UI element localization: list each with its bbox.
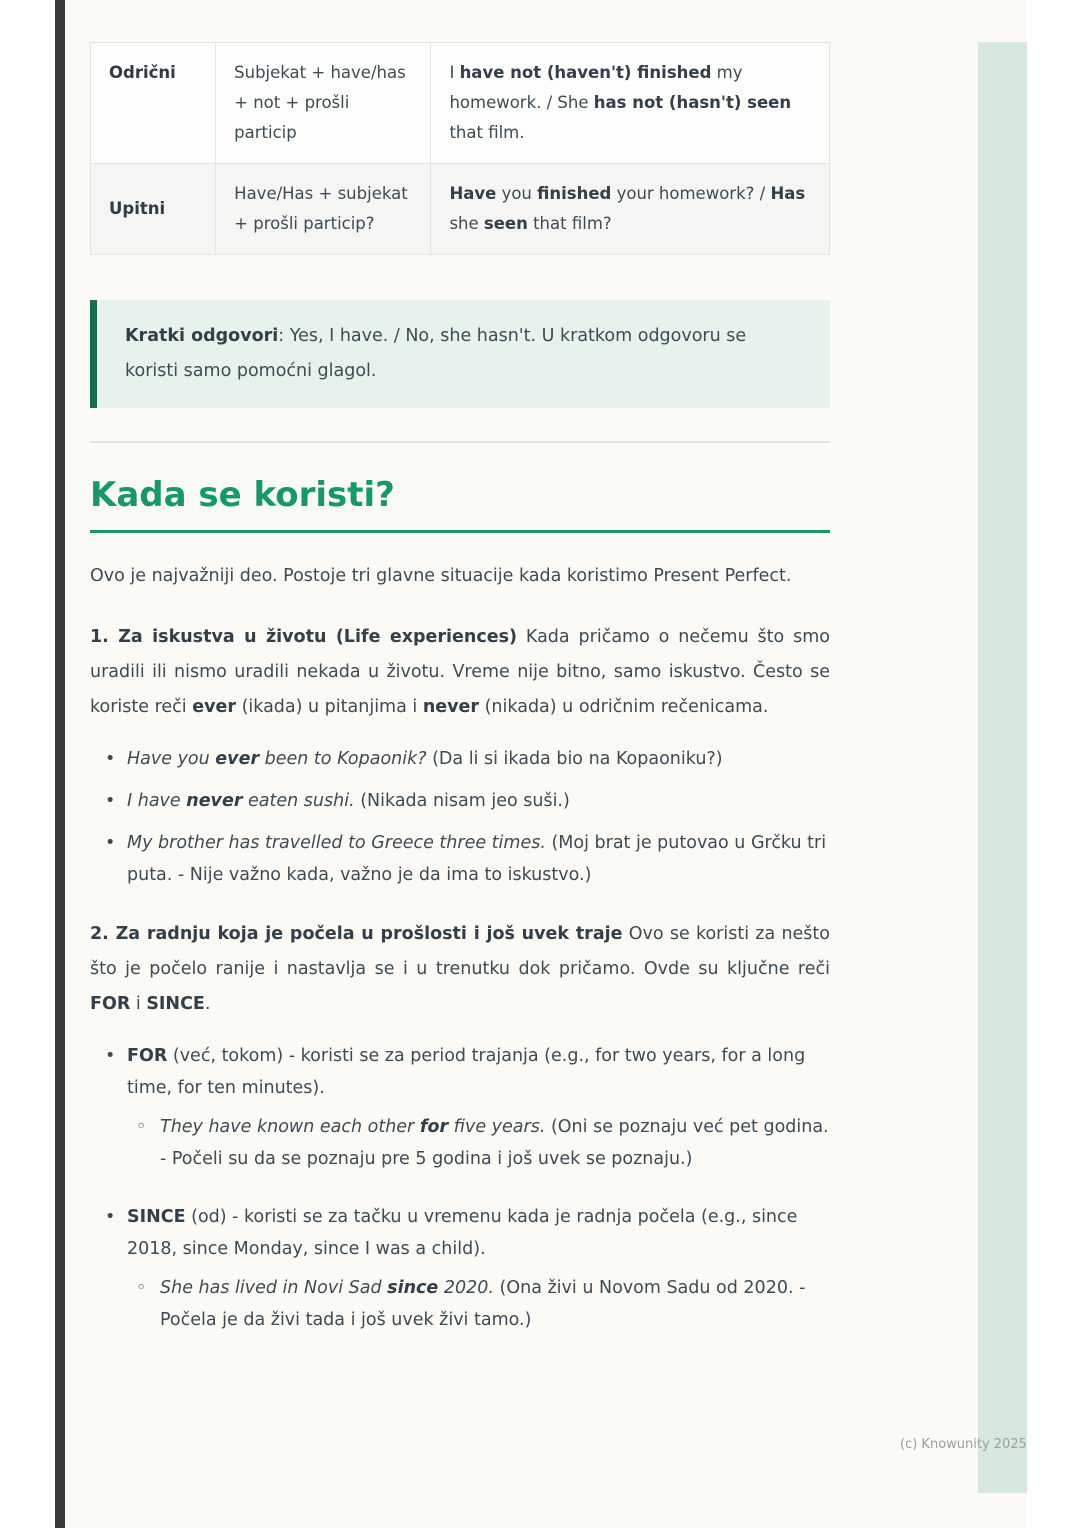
experiences-list bbox=[90, 743, 830, 891]
sub-item-since-example: ◦ She has lived in Novi Sad since 2020. (Ona živi u Novom Sadu od 2020. - Počela je da živi tada i još uvek živi tamo.) bbox=[90, 1272, 830, 1336]
table-row-negative bbox=[91, 43, 830, 164]
grammar-forms-table bbox=[90, 42, 830, 255]
for-since-list bbox=[90, 1040, 830, 1336]
example-cell-negative: I have not (haven't) finished my homework. / She has not (hasn't) seen that film. bbox=[431, 43, 830, 164]
list-item-three-times: • My brother has travelled to Greece three times. (Moj brat je putovao u Grčku tri puta. - Nije važno kada, važno je da ima to iskustvo.) bbox=[90, 827, 830, 891]
callout-text: Kratki odgovori: Yes, I have. / No, she hasn't. U kratkom odgovoru se koristi samo pomoćni glagol. bbox=[125, 326, 747, 381]
page-content bbox=[90, 0, 830, 1336]
form-cell-question: Have/Has + subjekat + prošli particip? bbox=[216, 164, 431, 255]
sub-item-for-example: ◦ They have known each other for five years. (Oni se poznaju već pet godina. - Počeli su da se poznaju pre 5 godina i još uvek se poznaju.) bbox=[90, 1111, 830, 1175]
list-item-ever: • Have you ever been to Kopaonik? (Da li si ikada bio na Kopaoniku?) bbox=[90, 743, 830, 775]
side-accent-strip bbox=[978, 42, 1027, 1493]
section-heading: Kada se koristi? bbox=[90, 473, 830, 533]
example-cell-question: Have you finished your homework? / Has she seen that film? bbox=[431, 164, 830, 255]
usage-2-paragraph: 2. Za radnju koja je počela u prošlosti i još uvek traje Ovo se koristi za nešto što je počelo ranije i nastavlja se i u trenutku dok pričamo. Ovde su ključne reči FOR i SINCE. bbox=[90, 924, 830, 1014]
watermark: (c) Knowunity 2025 bbox=[900, 1437, 1027, 1452]
table-row-question bbox=[91, 164, 830, 255]
paper bbox=[65, 0, 1027, 1528]
form-cell-negative: Subjekat + have/has + not + prošli particip bbox=[216, 43, 431, 164]
row-label-question: Upitni bbox=[91, 164, 216, 255]
usage-1-paragraph: 1. Za iskustva u životu (Life experiences) Kada pričamo o nečemu što smo uradili ili nismo uradili nekada u životu. Vreme nije bitno, samo iskustvo. Često se koriste reči ever (ikada) u pitanjima i never (nikada) u odričnim rečenicama. bbox=[90, 627, 830, 717]
short-answers-callout bbox=[90, 300, 830, 408]
intro-paragraph: Ovo je najvažniji deo. Postoje tri glavne situacije kada koristimo Present Perfect. bbox=[90, 566, 792, 586]
list-item-for: • FOR (već, tokom) - koristi se za period trajanja (e.g., for two years, for a long time, for ten minutes). bbox=[90, 1040, 830, 1104]
row-label-negative: Odrični bbox=[91, 43, 216, 164]
list-item-since: • SINCE (od) - koristi se za tačku u vremenu kada je radnja počela (e.g., since 2018, since Monday, since I was a child). bbox=[90, 1201, 830, 1265]
list-item-never: • I have never eaten sushi. (Nikada nisam jeo suši.) bbox=[90, 785, 830, 817]
page-edge-shadow bbox=[55, 0, 65, 1528]
section-divider bbox=[90, 441, 830, 443]
